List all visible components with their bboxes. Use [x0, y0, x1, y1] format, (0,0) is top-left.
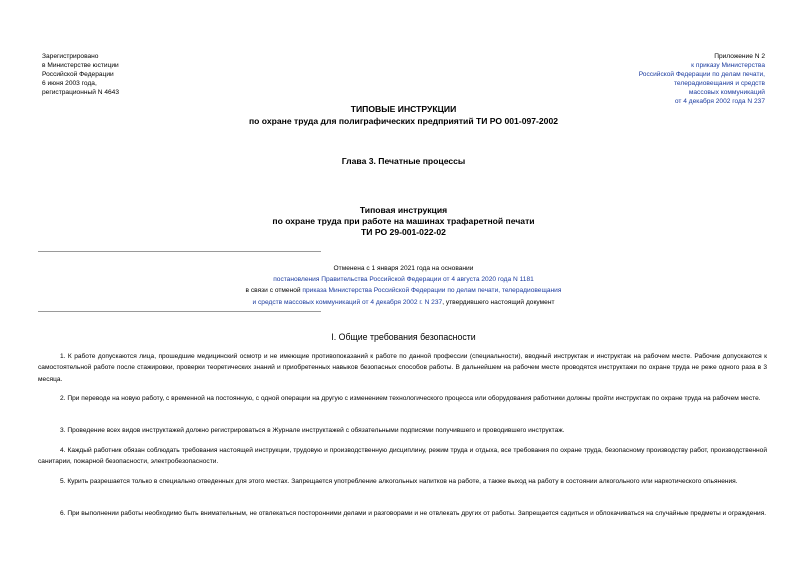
- document-title: ТИПОВЫЕ ИНСТРУКЦИИ: [350, 104, 457, 114]
- cancellation-text-end: , утвердившего настоящий документ: [442, 298, 555, 306]
- divider-bottom: [38, 311, 321, 312]
- order-link-line[interactable]: Российской Федерации по делам печати,: [638, 71, 765, 79]
- order-link-line[interactable]: массовых коммуникаций: [688, 89, 765, 97]
- appendix-note: [639, 52, 765, 107]
- divider-top: [38, 251, 321, 252]
- order-link-line[interactable]: от 4 декабря 2002 года N 237: [674, 98, 765, 106]
- appendix-title: Приложение N 2: [714, 53, 765, 60]
- paragraph: 2. При переводе на новую работу, с временной на постоянную, с одной операции на другую с изменением технологического процесса или оборудования работники должны пройти инструктаж по охране труда на рабочем месте.: [60, 395, 761, 402]
- instruction-subtitle: по охране труда при работе на машинах трафаретной печати: [272, 216, 535, 226]
- order-link-line[interactable]: к приказу Министерства: [691, 62, 765, 70]
- registration-line: регистрационный N 4643: [42, 89, 120, 97]
- cancellation-text: в связи с отменой: [245, 287, 303, 295]
- paragraph: 3. Проведение всех видов инструктажей должно регистрироваться в Журнале инструктажей с обязательными подписями получившего и проводившего инструктаж.: [60, 427, 565, 434]
- cancellation-line: Отменена с 1 января 2021 года на основании: [333, 265, 474, 272]
- government-decree-link[interactable]: постановления Правительства Российской Федерации от 4 августа 2020 года N 1181: [273, 276, 534, 284]
- chapter-title: Глава 3. Печатные процессы: [341, 156, 466, 166]
- document-subtitle: по охране труда для полиграфических предприятий ТИ РО 001-097-2002: [248, 116, 559, 126]
- registration-line: 6 июня 2003 года,: [42, 80, 97, 88]
- instruction-title: Типовая инструкция: [359, 205, 448, 215]
- paragraph: 4. Каждый работник обязан соблюдать требования настоящей инструкции, трудовую и производственную дисциплину, режим труда и отдыха, все требования по охране труда, безопасному производству работ, производственной санитарии, пожарной безопасности, электробезопасности.: [38, 447, 767, 466]
- registration-line: Российской Федерации: [42, 71, 114, 79]
- registration-line: Зарегистрировано: [42, 53, 99, 60]
- paragraph: 1. К работе допускаются лица, прошедшие медицинский осмотр и не имеющие противопоказаний к работе по данной профессии (специальности), вводный инструктаж и инструктаж на рабочем месте. Рабочие допускаются к самостоятельной работе после стажировки, проверки теоретических знаний и приобретенных навыков безопасных способов работы. В дальнейшем на рабочем месте проводятся инструктажи по охране труда не реже одного раза в 3 месяца.: [38, 353, 767, 383]
- order-link-line[interactable]: телерадиовещания и средств: [673, 80, 765, 88]
- paragraph: 5. Курить разрешается только в специально отведенных для этого местах. Запрещается употребление алкогольных напитков на работе, а также выход на работу в состоянии алкогольного или наркотического опьянения.: [60, 478, 738, 485]
- order-link[interactable]: [639, 61, 765, 106]
- cancellation-note: [0, 263, 807, 308]
- section-title: I. Общие требования безопасности: [331, 332, 476, 342]
- ministry-order-link-cont[interactable]: и средств массовых коммуникаций от 4 декабря 2002 г. N 237: [252, 298, 443, 306]
- instruction-code: ТИ РО 29-001-022-02: [361, 227, 446, 237]
- registration-line: в Министерстве юстиции: [42, 62, 119, 70]
- ministry-order-link[interactable]: приказа Министерства Российской Федерации по делам печати, телерадиовещания: [302, 287, 562, 295]
- registration-note: [42, 52, 119, 97]
- paragraph: 6. При выполнении работы необходимо быть внимательным, не отвлекаться посторонними делами и разговорами и не отвлекать других от работы. Запрещается садиться и облокачиваться на случайные предметы и ограждения.: [60, 510, 767, 517]
